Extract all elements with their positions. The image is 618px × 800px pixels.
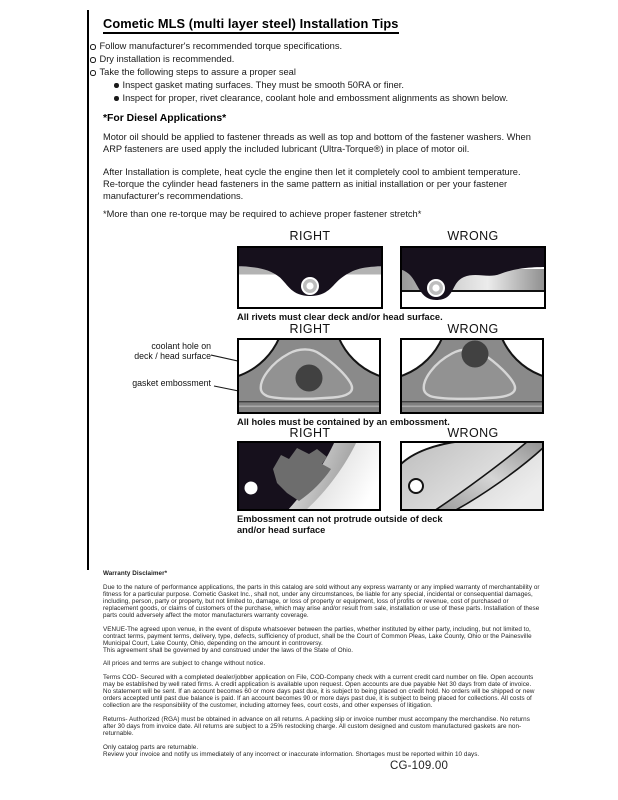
row1-wrong-label: WRONG (447, 229, 499, 243)
annotation-line: deck / head surface (134, 351, 211, 362)
open-bullet-icon (90, 70, 96, 76)
list-item-text: Inspect gasket mating surfaces. They must be smooth 50RA or finer. (122, 80, 404, 90)
venue-paragraph (103, 626, 540, 654)
coolant-hole-annotation (95, 341, 211, 362)
list-item-text: Follow manufacturer's recommended torque specifications. (99, 41, 343, 51)
list-item (90, 40, 508, 53)
warranty-heading: Warranty Disclaimer* (103, 570, 168, 577)
venue-text: VENUE-The agreed upon venue, in the event of dispute whatsoever between the parties, whether instituted by either party, including, but not limited to, contract terms, payment terms, delivery, type, defects, sufficiency of product, shall be the Court of Common Pleas, Lake County, Ohio or the Painesville Municipal Court, Lake County, Ohio, depending on the amount in controversy. (103, 625, 532, 647)
embossment-protrusion-right-diagram (237, 441, 381, 511)
rivet-clearance-wrong-diagram (400, 246, 546, 309)
annotation-line: coolant hole on (151, 341, 211, 351)
row3-right-label: RIGHT (289, 426, 331, 440)
filled-bullet-icon (114, 96, 119, 101)
row1-right-label: RIGHT (289, 229, 331, 243)
rivet-clearance-right-diagram (237, 246, 383, 309)
row3-wrong-label: WRONG (447, 426, 499, 440)
catalog-returnable-paragraph (103, 744, 540, 758)
embossment-containment-wrong-diagram (400, 338, 544, 414)
diesel-section-heading: *For Diesel Applications* (103, 113, 227, 124)
retorque-note: *More than one re-torque may be required to achieve proper fastener stretch* (103, 209, 422, 219)
filled-bullet-icon (114, 83, 119, 88)
row3-caption (237, 514, 497, 536)
governing-law-text: This agreement shall be governed by and construed under the laws of the State of Ohio. (103, 646, 354, 654)
list-item (114, 79, 508, 92)
list-item-text: Take the following steps to assure a proper seal (99, 67, 296, 77)
caption-line: Embossment can not protrude outside of deck (237, 514, 443, 524)
terms-cod-paragraph: Terms COD- Secured with a completed dealer/jobber application on File, COD-Company check with a current credit card number on file. Open accounts may be established by well rated firms. A credit application is available upon request. Open accounts are due payable Net 30 days from date of invoice. No statement will be sent. If an account becomes 60 or more days past due, it is subject to being placed on credit hold. No orders will be shipped or new orders accepted until past due balance is paid. If an account becomes 90 or more days past due, it is subject to being placed for collections. All costs of collection are the responsibility of the customer, including attorney fees, court costs, and other expenses of litigation. (103, 674, 535, 710)
open-bullet-icon (90, 57, 96, 63)
prices-paragraph: All prices and terms are subject to change without notice. (103, 660, 266, 668)
diesel-paragraph-2: After Installation is complete, heat cycle the engine then let it completely cool to ambient temperature. Re-torque the cylinder head fasteners in the same pattern as initial installation or per your fastener manufacturer's recommendations. (103, 167, 521, 201)
embossment-protrusion-wrong-diagram (400, 441, 544, 511)
row2-right-label: RIGHT (289, 322, 331, 336)
returns-paragraph: Returns- Authorized (RGA) must be obtained in advance on all returns. A packing slip or invoice number must accompany the merchandise. No returns after 30 days from invoice date. All returns are subject to a 25% restocking charge. All custom designed and custom manufactured gaskets are non-returnable. (103, 716, 530, 738)
gasket-embossment-annotation: gasket embossment (132, 378, 211, 388)
list-item (90, 66, 508, 79)
list-item (90, 53, 508, 66)
row1-caption: All rivets must clear deck and/or head surface. (237, 312, 443, 322)
warranty-paragraph: Due to the nature of performance applications, the parts in this catalog are sold without any express warranty or any implied warranty of merchantability or fitness for a particular purpose. Cometic Gasket Inc., shall not, under any circumstances, be liable for any special, incidental or consequential damages, including, person, party or property, but not limited to, damage, or loss of property or equipment, loss of profits or revenue, cost of purchased or replacement goods, or claims of customers of the purchase, which may arise and/or result from sale, installation or use of these parts. Installation of these parts could adversely affect the motor manufacturers warranty coverage. (103, 583, 540, 619)
installation-tips-list (90, 40, 508, 105)
diesel-paragraph-1: Motor oil should be applied to fastener threads as well as top and bottom of the fastener washers. When ARP fasteners are used apply the included lubricant (Ultra-Torque®) in place of motor oil. (103, 132, 531, 154)
list-item-text: Inspect for proper, rivet clearance, coolant hole and embossment alignments as shown below. (122, 93, 509, 103)
review-invoice-text: Review your invoice and notify us immediately of any incorrect or inaccurate information. Shortages must be reported within 10 days. (103, 750, 480, 758)
page-number: CG-109.00 (390, 760, 449, 772)
row2-wrong-label: WRONG (447, 322, 499, 336)
warranty-disclaimer-section (103, 570, 540, 764)
list-item (114, 92, 508, 105)
left-margin-rule (87, 10, 89, 570)
catalog-text: Only catalog parts are returnable. (103, 743, 199, 751)
row2-caption: All holes must be contained by an embossment. (237, 417, 450, 427)
embossment-containment-right-diagram (237, 338, 381, 414)
open-bullet-icon (90, 44, 96, 50)
page-title: Cometic MLS (multi layer steel) Installation Tips (103, 16, 399, 34)
caption-line: and/or head surface (237, 524, 326, 535)
list-item-text: Dry installation is recommended. (99, 54, 235, 64)
